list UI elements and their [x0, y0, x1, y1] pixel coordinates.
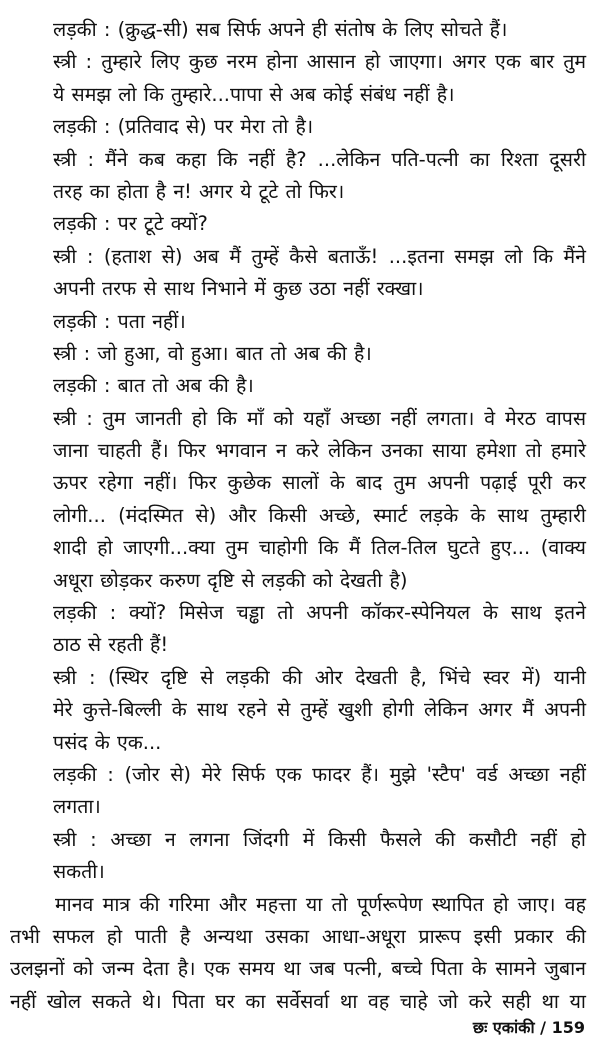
dialogue-line: लड़की : पता नहीं। — [53, 309, 186, 333]
dialogue-line: शादी हो जाएगी...क्या तुम चाहोगी कि मैं तिल-तिल घुटते हुए... (वाक्य — [53, 536, 586, 560]
prose-paragraph — [10, 889, 586, 1019]
dialogue-line: लड़की : (क्रुद्ध-सी) सब सिर्फ अपने ही संतोष के लिए सोचते हैं। — [53, 18, 508, 41]
dialogue-line: लड़की : (जोर से) मेरे सिर्फ एक फादर हैं। मुझे 'स्टैप' वर्ड अच्छा नहीं — [53, 762, 586, 786]
prose-line: तभी सफल हो पाती है अन्यथा उसका आधा-अधूरा प्रारूप इसी प्रकार की — [10, 924, 586, 948]
dialogue-line: मेरे कुत्ते-बिल्ली के साथ रहने से तुम्हें खुशी होगी लेकिन अगर मैं अपनी — [53, 698, 586, 722]
prose-line: मानव मात्र की गरिमा और महत्ता या तो पूर्णरूपेण स्थापित हो जाए। वह — [55, 892, 586, 916]
dialogue-line: स्त्री : अच्छा न लगना जिंदगी में किसी फैसले की कसौटी नहीं हो — [53, 827, 586, 851]
dialogue-line: लड़की : क्यों? मिसेज चड्ढा तो अपनी कॉकर-स्पेनियल के साथ इतने — [53, 601, 586, 625]
dialogue-line: स्त्री : मैंने कब कहा कि नहीं है? ...लेकिन पति-पत्नी का रिश्ता दूसरी — [53, 147, 586, 171]
dialogue-line: अपनी तरफ से साथ निभाने में कुछ उठा नहीं रक्खा। — [53, 277, 424, 301]
book-page — [0, 14, 600, 1018]
dialogue-line: स्त्री : (हताश से) अब मैं तुम्हें कैसे बताऊँ! ...इतना समझ लो कि मैंने — [53, 244, 586, 268]
dialogue-line: ठाठ से रहती हैं! — [53, 633, 169, 657]
dialogue-line: स्त्री : जो हुआ, वो हुआ। बात तो अब की है। — [53, 341, 372, 365]
dialogue-line: तरह का होता है न! अगर ये टूटे तो फिर। — [53, 179, 345, 203]
dialogue-line: जाना चाहती हैं। फिर भगवान न करे लेकिन उनका साया हमेशा तो हमारे — [53, 439, 586, 463]
prose-line: नहीं खोल सकते थे। पिता घर का सर्वेसर्वा था वह चाहे जो करे सही था या — [10, 989, 586, 1013]
dialogue-line: लड़की : पर टूटे क्यों? — [53, 212, 208, 236]
dialogue-line: लड़की : (प्रतिवाद से) पर मेरा तो है। — [53, 115, 314, 139]
dialogue-line: सकती। — [53, 860, 105, 884]
dialogue-line: लगता। — [53, 795, 101, 819]
dialogue-line: लोगी... (मंदस्मित से) और किसी अच्छे, स्मार्ट लड़के के साथ तुम्हारी — [53, 503, 586, 527]
dialogue-line: स्त्री : (स्थिर दृष्टि से लड़की की ओर देखती है, भिंचे स्वर में) यानी — [53, 665, 586, 689]
page-footer: छः एकांकी / 159 — [472, 1018, 585, 1037]
dialogue-line: ऊपर रहेगा नहीं। फिर कुछेक सालों के बाद तुम अपनी पढ़ाई पूरी कर — [53, 471, 586, 495]
prose-line: उलझनों को जन्म देता है। एक समय था जब पत्नी, बच्चे पिता के सामने जुबान — [10, 957, 586, 981]
dialogue-line: पसंद के एक... — [53, 730, 162, 754]
dialogue-line: लड़की : बात तो अब की है। — [53, 374, 254, 398]
dialogue-line: ये समझ लो कि तुम्हारे...पापा से अब कोई संबंध नहीं है। — [53, 82, 455, 106]
dialogue-line: स्त्री : तुम जानती हो कि माँ को यहाँ अच्छा नहीं लगता। वे मेरठ वापस — [53, 406, 586, 430]
dialogue-block — [53, 14, 586, 889]
dialogue-line: अधूरा छोड़कर करुण दृष्टि से लड़की को देखती है) — [53, 568, 408, 592]
dialogue-line: स्त्री : तुम्हारे लिए कुछ नरम होना आसान हो जाएगा। अगर एक बार तुम — [53, 50, 586, 74]
